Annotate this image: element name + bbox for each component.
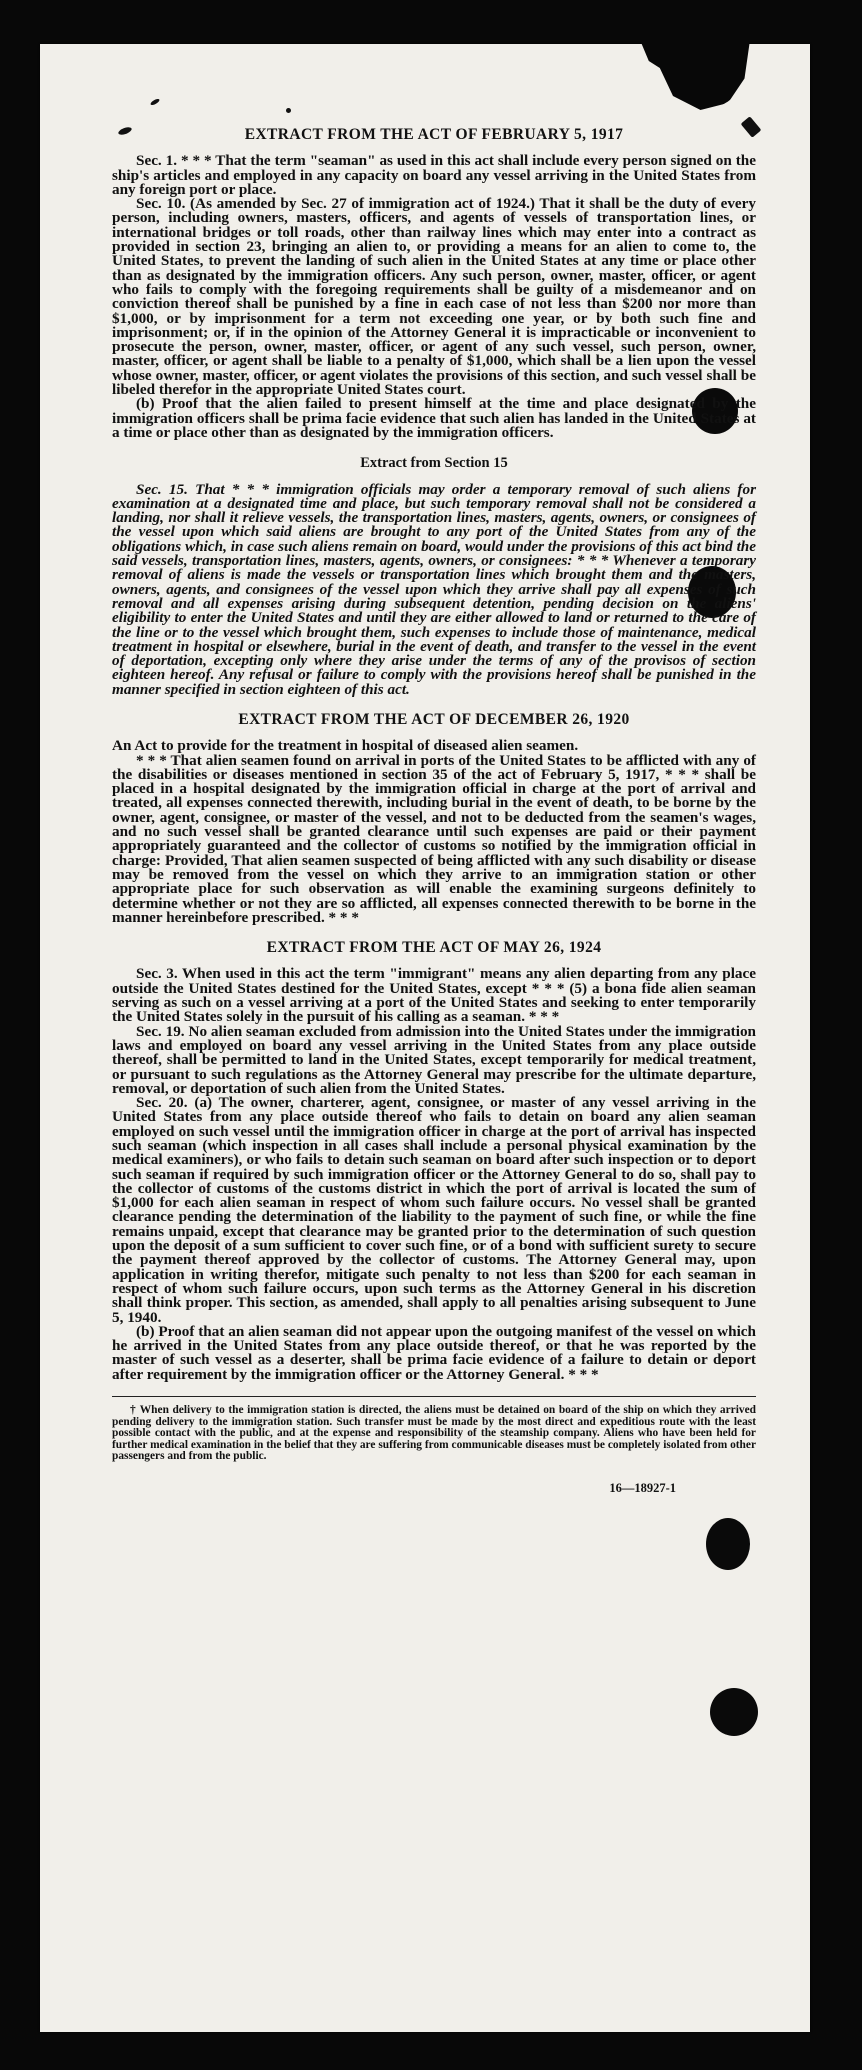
paragraph-sec-10: Sec. 10. (As amended by Sec. 27 of immigration act of 1924.) That it shall be the duty of every person, including owners, masters, officers, and agents of vessels of transportation lines, or international bridges or toll roads, other than railway lines which may enter into a contract as provided in section 23, bringing an alien to, or providing a means for an alien to come to, the United States, to prevent the landing of such alien in the United States at any time or place other than as designated by the immigration officers. Any such person, owner, master, officer, or agent who fails to comply with the foregoing requirements shall be guilty of a misdemeanor and on conviction thereof shall be punished by a fine in each case of not less than $200 nor more than $1,000, or by imprisonment for a term not exceeding one year, or by both such fine and imprisonment; or, if in the opinion of the Attorney General it is impracticable or inconvenient to prosecute the person, owner, master, officer, or agent of any such vessel, such person, owner, master, officer, or agent shall be liable to a penalty of $1,000, which shall be a lien upon the vessel whose owner, master, officer, or agent violates the provisions of this section, and such vessel shall be libeled therefor in the appropriate United States court.	[112, 195, 756, 399]
heading-act-1924: EXTRACT FROM THE ACT OF MAY 26, 1924	[266, 939, 602, 957]
paragraph-1924-sec-3: Sec. 3. When used in this act the term "immigrant" means any alien departing from any place outside the United States destined for the United States, except * * * (5) a bona fide alien seaman serving as such on a vessel arriving at a port of the United States and seeking to enter temporarily the United States solely in the pursuit of his calling as a seaman. * * *	[112, 965, 756, 1026]
heading-section-15: Extract from Section 15	[360, 455, 508, 472]
paragraph-sec-10b: (b) Proof that the alien failed to present himself at the time and place designated by the immigration officers shall be prima facie evidence that such alien has landed in the United States at a time or place other than as designated by the immigration officers.	[112, 395, 756, 441]
ink-speck	[286, 108, 291, 113]
paragraph-1924-sec-19: Sec. 19. No alien seaman excluded from admission into the United States under the immigration laws and employed on board any vessel arriving in the United States from any place outside thereof, shall be permitted to land in the United States, except temporarily for medical treatment, or pursuant to such regulations as the Attorney General may prescribe for the ultimate departure, removal, or deportation of such alien from the United States.	[112, 1022, 756, 1097]
paragraph-1924-sec-20a: Sec. 20. (a) The owner, charterer, agent, consignee, or master of any vessel arriving in the United States from any place outside thereof who fails to detain on board any alien seaman employed on such vessel until the immigration officer in charge at the port of arrival has inspected such seaman (which inspection in all cases shall include a personal physical examination by the medical examiners), or who fails to detain such seaman on board after such inspection or to deport such seaman if required by such immigration officer or the Attorney General to do so, shall pay to the collector of customs of the customs district in which the port of arrival is located the sum of $1,000 for each alien seaman in respect of whom such failure occurs. No vessel shall be granted clearance pending the determination of the liability to the payment of such fine, or while the fine remains unpaid, except that clearance may be granted prior to the determination of such question upon the deposit of a sum sufficient to cover such fine, or of a bond with sufficient surety to secure the payment thereof approved by the collector of customs. The Attorney General may, upon application in writing therefor, mitigate such penalty to not less than $200 for each seaman in respect of whom such failure occurs, upon such terms as the Attorney General in his discretion shall think proper. This section, as amended, shall apply to all penalties arising subsequent to June 5, 1940.	[112, 1094, 756, 1326]
paragraph-1924-sec-20b: (b) Proof that an alien seaman did not appear upon the outgoing manifest of the vessel on which he arrived in the United States from any place outside thereof, or that he was reported by the master of such vessel as a deserter, shall be prima facie evidence of a failure to detain or deport after requirement by the immigration officer or the Attorney General. * * *	[112, 1322, 756, 1383]
heading-act-1920: EXTRACT FROM THE ACT OF DECEMBER 26, 1920	[238, 710, 630, 728]
print-code: 16—18927-1	[609, 1481, 676, 1496]
footnote-divider	[112, 1396, 756, 1397]
paragraph-1920-body: * * * That alien seamen found on arrival in ports of the United States to be afflicted with any of the disabilities or diseases mentioned in section 35 of the act of February 5, 1917, * * * shall be placed in a hospital designated by the immigration official in charge at the port of arrival and treated, all expenses connected therewith, including burial in the event of death, to be borne by the owner, agent, consignee, or master of the vessel, and not to be deducted from the seamen's wages, and no such vessel shall be granted clearance until such expenses are paid or their payment appropriately guaranteed and the collector of customs so notified by the immigration official in charge: Provided, That alien seamen suspected of being afflicted with any such disability or disease may be removed from the vessel on which they arrive to an immigration station or other appropriate place for such observation as will enable the examining surgeons definitely to determine whether or not they are so afflicted, all expenses connected therewith to be borne in the manner hereinbefore prescribed. * * *	[112, 751, 756, 926]
paragraph-sec-15: Sec. 15. That * * * immigration officials may order a temporary removal of such aliens for examination at a designated time and place, but such temporary removal shall not be considered a landing, nor shall it relieve vessels, the transportation lines, masters, agents, owners, or consignees of the vessel upon which said aliens are brought to any port of the United States from any of the obligations which, in case such aliens remain on board, would under the provisions of this act bind the said vessels, transportation lines, masters, agents, owners, or consignees: * * * Whenever a temporary removal of aliens is made the vessels or transportation lines which brought them and the masters, owners, agents, and consignees of the vessel upon which they arrive shall pay all expenses of such removal and all expenses arising during subsequent detention, pending decision on the aliens' eligibility to enter the United States and until they are either allowed to land or returned to the care of the line or to the vessel which brought them, such expenses to include those of maintenance, medical treatment in hospital or elsewhere, burial in the event of death, and transfer to the vessel in the event of deportation, excepting only where they arise under the terms of any of the provisos of section eighteen hereof. Any refusal or failure to comply with the provisions hereof shall be punished in the manner specified in section eighteen of this act.	[112, 480, 756, 698]
heading-act-1917: EXTRACT FROM THE ACT OF FEBRUARY 5, 1917	[244, 126, 624, 143]
punch-hole	[710, 1688, 758, 1736]
punch-hole	[706, 1518, 750, 1570]
document-body	[112, 122, 756, 1495]
paragraph-sec-1: Sec. 1. * * * That the term "seaman" as used in this act shall include every person signed on the ship's articles and employed in any capacity on board any vessel arriving in the United States from any foreign port or place.	[112, 152, 756, 198]
paragraph-1920-title: An Act to provide for the treatment in hospital of diseased alien seamen.	[112, 737, 579, 755]
footnote: † When delivery to the immigration station is directed, the aliens must be detained on board of the ship on which they arrived pending delivery to the immigration station. Such transfer must be made by the most direct and expeditious route with the least possible contact with the public, and at the expense and responsibility of the steamship company. Aliens who have been held for further medical examination in the belief that they are suffering from communicable diseases must be completely isolated from other passengers and from the public.	[112, 1404, 756, 1463]
